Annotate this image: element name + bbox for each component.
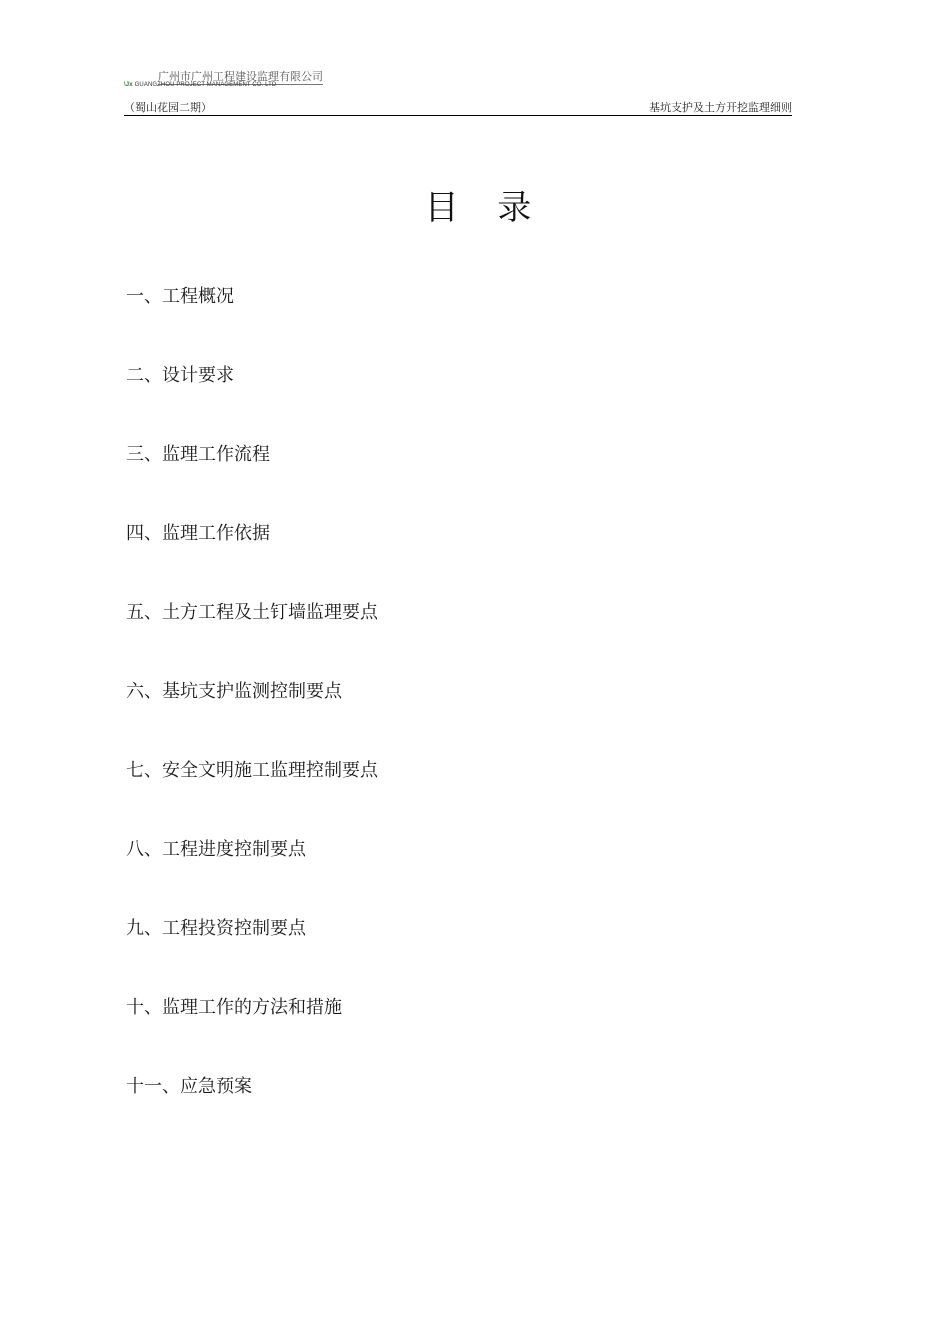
table-of-contents [126, 285, 378, 1154]
page-header [124, 101, 792, 116]
toc-title: 目 录 [424, 188, 546, 228]
toc-item[interactable]: 二、设计要求 [126, 365, 234, 386]
document-title: 基坑支护及土方开挖监理细则 [643, 101, 792, 115]
toc-item[interactable]: 十、监理工作的方法和措施 [126, 997, 342, 1018]
toc-item[interactable]: 九、工程投资控制要点 [126, 918, 306, 939]
company-logo-icon: \Jx [124, 82, 133, 88]
company-name-cn: 广州市广州工程建设监理有限公司 [158, 70, 323, 83]
company-name-en: GUANGZHOU PROJECT MANAGEMENT CO. LTD [134, 82, 277, 88]
toc-item[interactable]: 八、工程进度控制要点 [126, 839, 306, 860]
project-name: （蜀山花园二期） [124, 101, 218, 115]
toc-item[interactable]: 四、监理工作依据 [126, 523, 270, 544]
toc-item[interactable]: 五、土方工程及土钉墙监理要点 [126, 602, 378, 623]
toc-item[interactable]: 七、安全文明施工监理控制要点 [126, 760, 378, 781]
toc-item[interactable]: 三、监理工作流程 [126, 444, 270, 465]
toc-item[interactable]: 十一、应急预案 [126, 1076, 252, 1097]
company-name-en-line [124, 82, 276, 88]
toc-item[interactable]: 一、工程概况 [126, 286, 234, 307]
toc-item[interactable]: 六、基坑支护监测控制要点 [126, 681, 342, 702]
